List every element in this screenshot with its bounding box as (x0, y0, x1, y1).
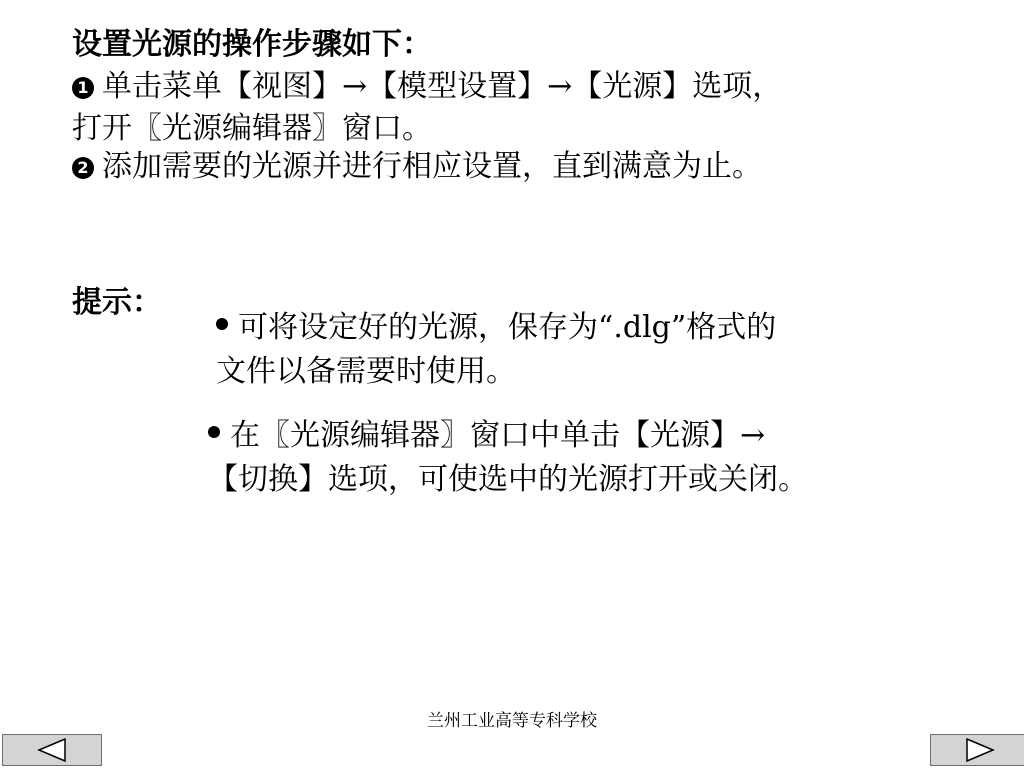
step-1 (72, 66, 782, 150)
previous-slide-button[interactable] (2, 734, 102, 766)
triangle-left-icon (3, 735, 101, 765)
tip-2-text-line-2: 【切换】选项，可使选中的光源打开或关闭。 (208, 462, 808, 497)
tip-1-text-line-1: 可将设定好的光源，保存为“.dlg”格式的 (238, 310, 777, 345)
tip-item-1 (216, 306, 776, 394)
footer-school-name: 兰州工业高等专科学校 (427, 711, 597, 731)
step-2-line-1 (72, 146, 762, 188)
step-number-2-badge: 2 (72, 157, 94, 179)
step-2 (72, 146, 762, 188)
bullet-icon (208, 426, 220, 438)
tip-1-text-line-2: 文件以备需要时使用。 (216, 354, 516, 389)
tip-item-2 (208, 414, 808, 502)
page-title: 设置光源的操作步骤如下： (72, 27, 432, 62)
next-slide-button[interactable] (930, 734, 1024, 766)
tip-2-text-line-1: 在〖光源编辑器〗窗口中单击【光源】→ (230, 418, 766, 453)
step-1-line-1 (72, 66, 782, 108)
triangle-right-icon (931, 735, 1024, 765)
tip-2-line-1 (208, 414, 808, 458)
step-1-text-line-2: 打开〖光源编辑器〗窗口。 (72, 111, 432, 146)
step-number-1-badge: 1 (72, 77, 94, 99)
step-1-text-line-1: 单击菜单【视图】→【模型设置】→【光源】选项， (102, 69, 783, 104)
bullet-icon (216, 318, 228, 330)
tip-1-line-1 (216, 306, 776, 350)
step-2-text-line-1: 添加需要的光源并进行相应设置，直到满意为止。 (102, 149, 762, 184)
tips-label: 提示： (72, 285, 162, 320)
